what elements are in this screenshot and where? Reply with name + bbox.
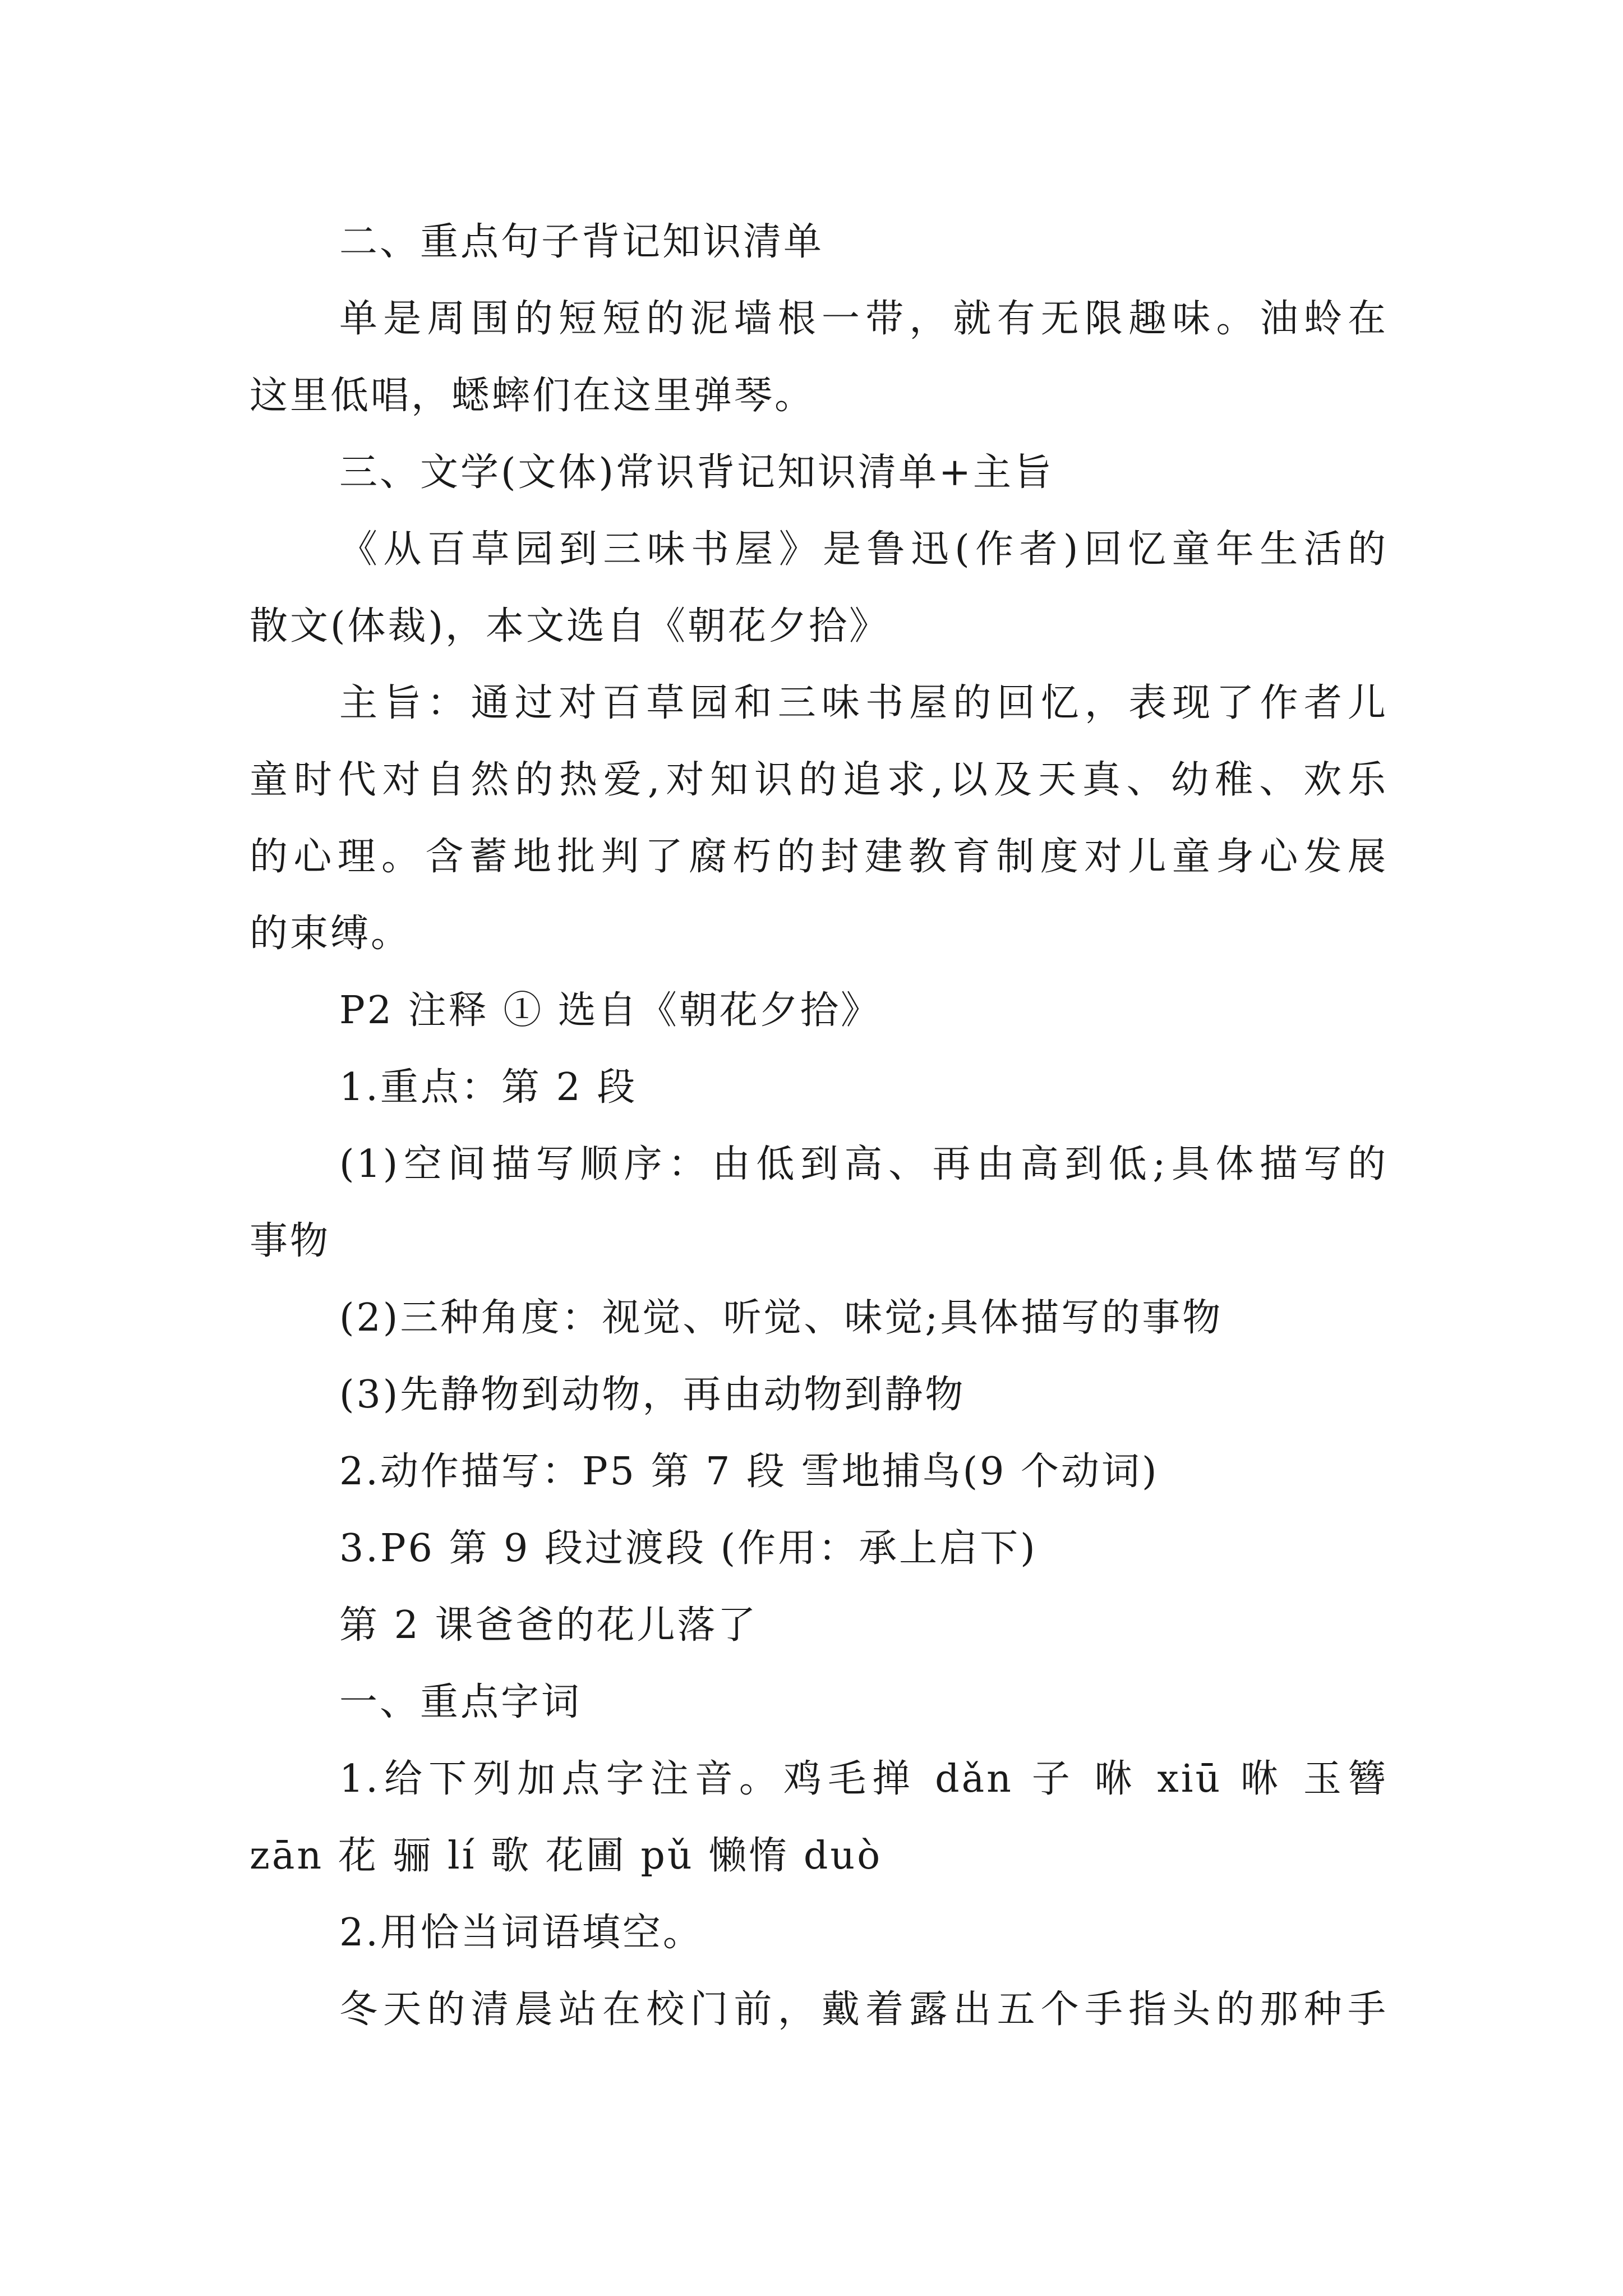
note-line: P2 注释 ① 选自《朝花夕拾》: [339, 988, 881, 1033]
list-item: 2.动作描写：P5 第 7 段 雪地捕鸟(9 个动词): [339, 1450, 1159, 1494]
paragraph-line: 的束缚。: [250, 912, 412, 956]
paragraph-line: 《从百草园到三味书屋》是鲁迅(作者)回忆童年生活的: [339, 527, 1388, 572]
paragraph-line: 散文(体裁)，本文选自《朝花夕拾》: [250, 604, 890, 648]
list-item: (2)三种角度：视觉、听觉、味觉;具体描写的事物: [339, 1296, 1223, 1340]
paragraph-line: 这里低唱，蟋蟀们在这里弹琴。: [250, 374, 815, 418]
paragraph-line: 主旨：通过对百草园和三味书屋的回忆，表现了作者儿: [339, 681, 1388, 725]
list-item: 1.给下列加点字注音。鸡毛掸 dǎn 子 咻 xiū 咻 玉簪: [339, 1757, 1388, 1801]
paragraph-line: 事物: [250, 1219, 331, 1263]
section-heading: 一、重点字词: [339, 1680, 582, 1724]
list-item: 3.P6 第 9 段过渡段 (作用：承上启下): [339, 1526, 1038, 1571]
paragraph-line: 单是周围的短短的泥墙根一带，就有无限趣味。油蛉在: [339, 297, 1388, 341]
list-item: 2.用恰当词语填空。: [339, 1911, 703, 1955]
paragraph-line: 的心理。含蓄地批判了腐朽的封建教育制度对儿童身心发展: [250, 835, 1388, 879]
lesson-title: 第 2 课爸爸的花儿落了: [339, 1603, 758, 1648]
section-heading: 二、重点句子背记知识清单: [339, 220, 824, 264]
list-item: (3)先静物到动物，再由动物到静物: [339, 1373, 966, 1417]
list-item: 1.重点：第 2 段: [339, 1065, 638, 1110]
paragraph-line: 童时代对自然的热爱,对知识的追求,以及天真、幼稚、欢乐: [250, 758, 1388, 802]
paragraph-line: zān 花 骊 lí 歌 花圃 pǔ 懒惰 duò: [250, 1834, 883, 1878]
section-heading: 三、文学(文体)常识背记知识清单+主旨: [339, 450, 1054, 495]
paragraph-line: 冬天的清晨站在校门前，戴着露出五个手指头的那种手: [339, 1987, 1388, 2032]
list-item: (1)空间描写顺序：由低到高、再由高到低;具体描写的: [339, 1142, 1388, 1186]
